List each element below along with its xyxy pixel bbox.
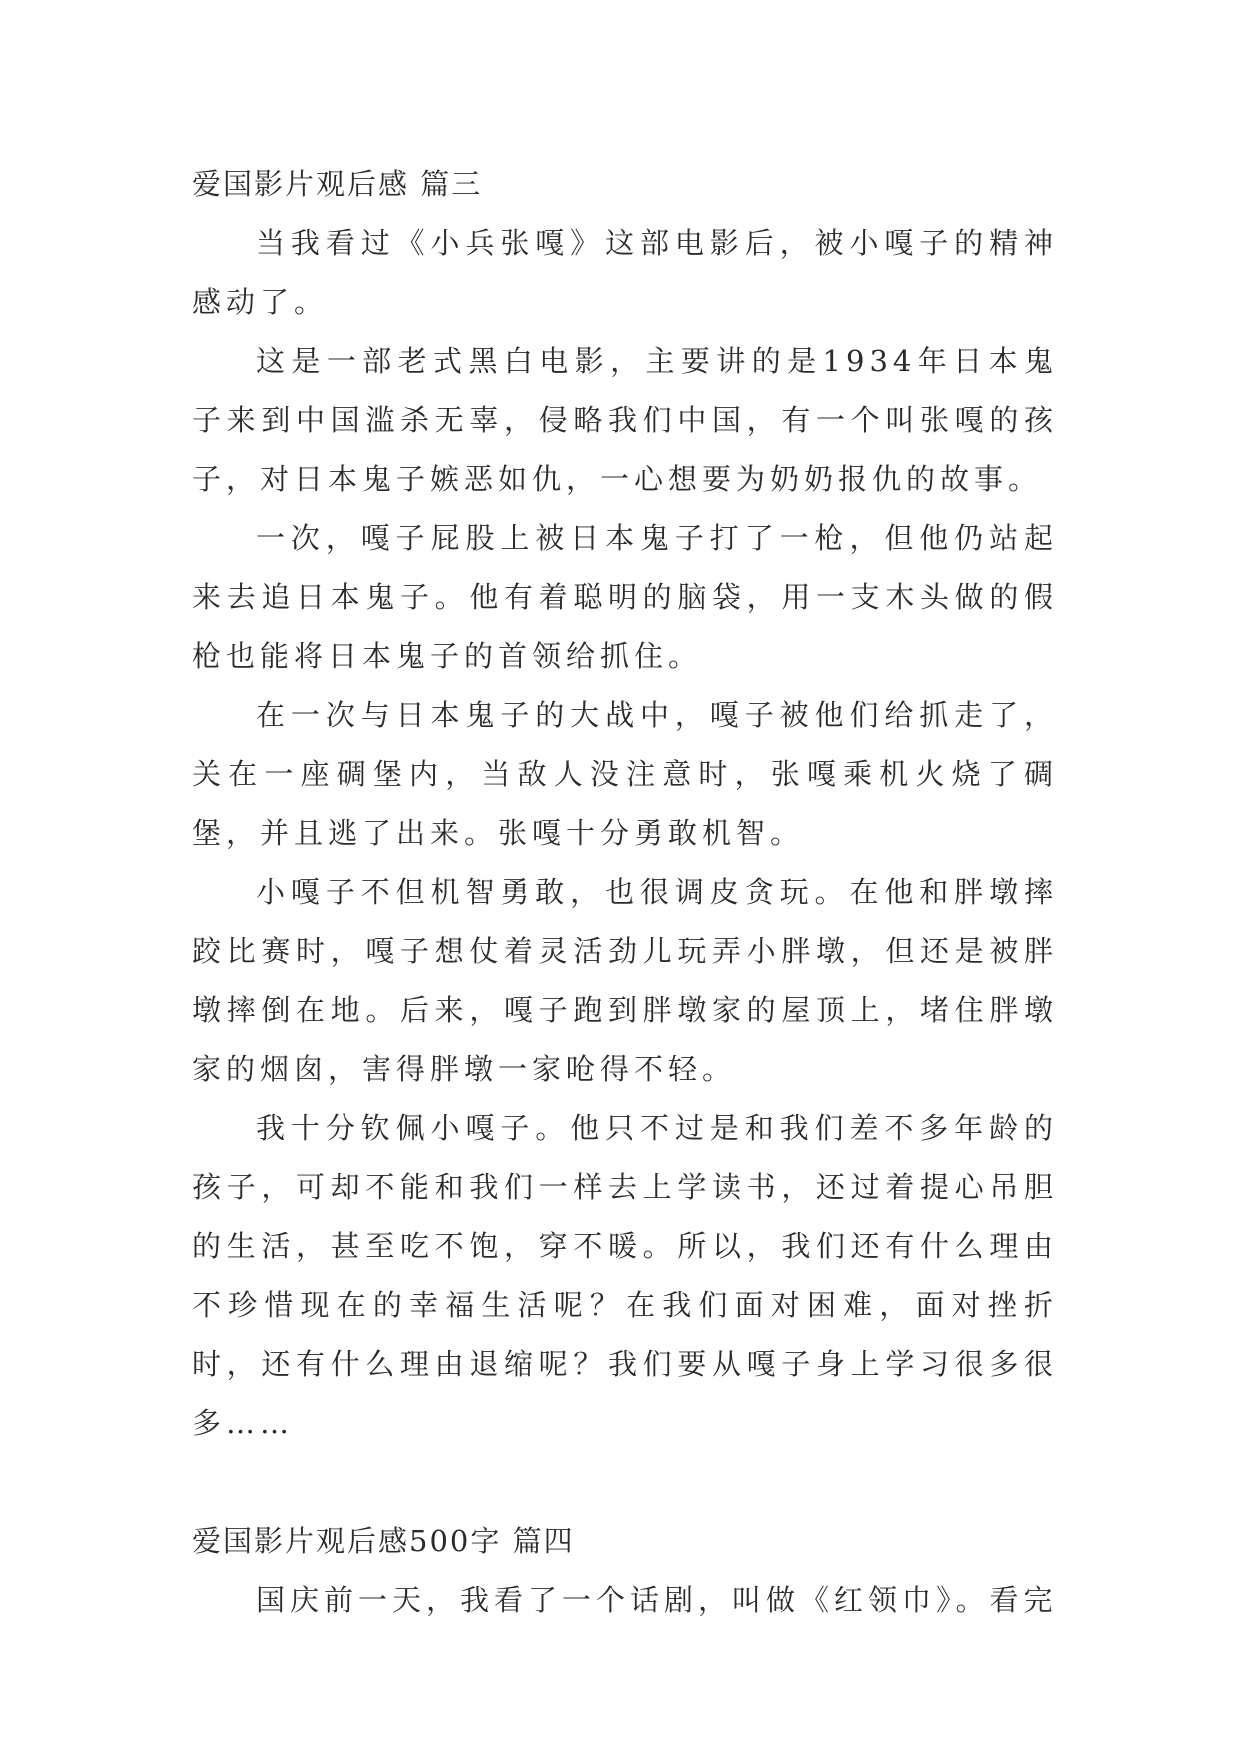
paragraph: 一次，嘎子屁股上被日本鬼子打了一枪，但他仍站起来去追日本鬼子。他有着聪明的脑袋，用一支木头做的假枪也能将日本鬼子的首领给抓住。	[192, 521, 1058, 673]
paragraph: 国庆前一天，我看了一个话剧，叫做《红领巾》。看完	[256, 1583, 1058, 1617]
paragraph: 当我看过《小兵张嘎》这部电影后，被小嘎子的精神感动了。	[192, 226, 1058, 319]
paragraph: 这是一部老式黑白电影，主要讲的是1934年日本鬼子来到中国滥杀无辜，侵略我们中国，有一个叫张嘎的孩子，对日本鬼子嫉恶如仇，一心想要为奶奶报仇的故事。	[192, 344, 1058, 496]
section-heading-4: 爱国影片观后感500字 篇四	[192, 1524, 575, 1558]
paragraph: 我十分钦佩小嘎子。他只不过是和我们差不多年龄的孩子，可却不能和我们一样去上学读书，还过着提心吊胆的生活，甚至吃不饱，穿不暖。所以，我们还有什么理由不珍惜现在的幸福生活呢？在我们面对困难，面对挫折时，还有什么理由退缩呢？我们要从嘎子身上学习很多很多……	[192, 1111, 1058, 1440]
section-heading-3: 爱国影片观后感 篇三	[192, 167, 483, 201]
document-body	[192, 155, 1058, 1630]
section-gap	[192, 1453, 1058, 1512]
paragraph: 在一次与日本鬼子的大战中，嘎子被他们给抓走了，关在一座碉堡内，当敌人没注意时，张嘎乘机火烧了碉堡，并且逃了出来。张嘎十分勇敢机智。	[192, 698, 1058, 850]
paragraph: 小嘎子不但机智勇敢，也很调皮贪玩。在他和胖墩摔跤比赛时，嘎子想仗着灵活劲儿玩弄小胖墩，但还是被胖墩摔倒在地。后来，嘎子跑到胖墩家的屋顶上，堵住胖墩家的烟囱，害得胖墩一家呛得不轻。	[192, 875, 1058, 1086]
